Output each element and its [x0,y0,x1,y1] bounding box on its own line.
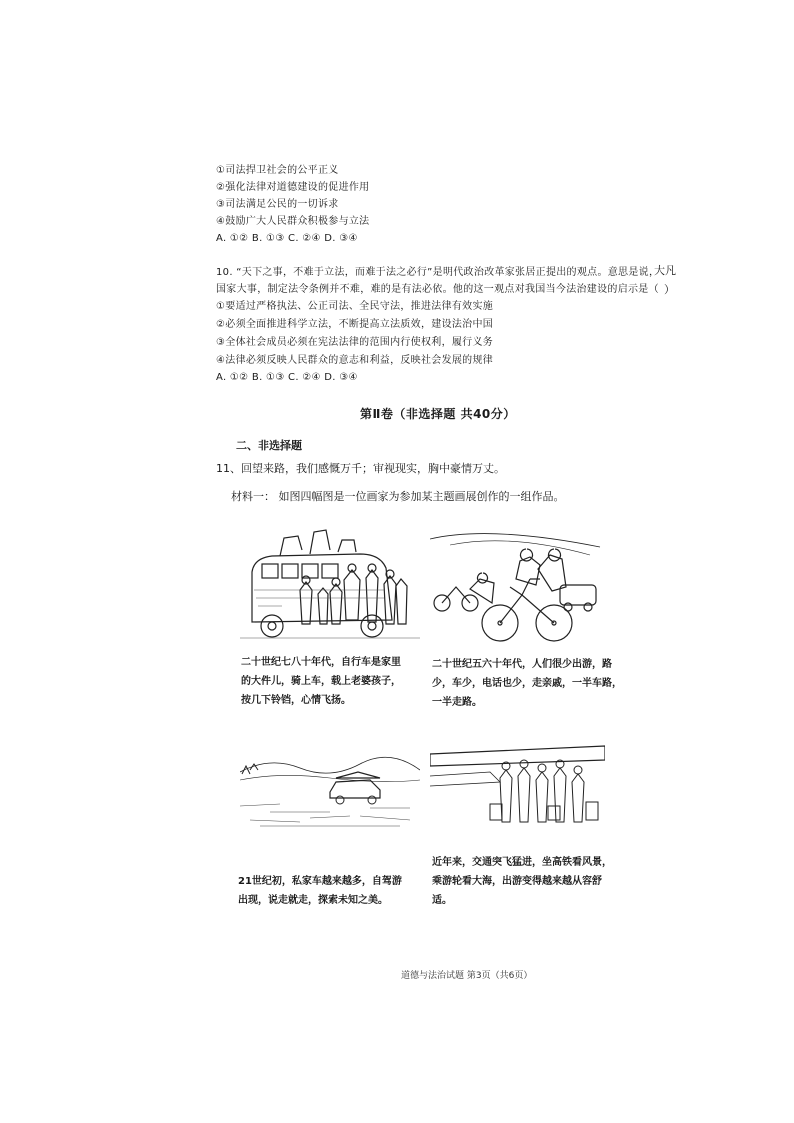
caption-train-line-2: 乘游轮看大海，出游变得越来越从容舒 [432,876,602,887]
caption-bike-line-3: 一半走路。 [432,697,482,708]
illustration-bus-family [240,520,420,645]
part2-title: 第Ⅱ卷（非选择题 共40分） [360,407,516,421]
caption-bus-line-1: 二十世纪七八十年代，自行车是家里 [241,657,401,668]
q9-option-4: ④鼓励广大人民群众积极参与立法 [216,216,370,227]
caption-bus-line-2: 的大件儿，骑上车，载上老婆孩子， [241,676,401,687]
q9-answer-choices: A. ①② B. ①③ C. ②④ D. ③④ [216,233,358,244]
illustration-car-landscape [240,750,420,830]
q10-option-2: ②必须全面推进科学立法，不断提高立法质效，建设法治中国 [216,319,494,330]
q10-stem-line-1: 10. “天下之事，不难于立法，而难于法之必行”是明代政治改革家张居正提出的观点。意思是说， [216,267,660,278]
q9-option-3: ③司法满足公民的一切诉求 [216,199,339,210]
handwritten-note: 大凡 [654,264,676,277]
q9-option-2: ②强化法律对道德建设的促进作用 [216,182,370,193]
section-heading: 二、非选择题 [236,439,302,452]
caption-bike-line-1: 二十世纪五六十年代，人们很少出游，路 [432,659,612,670]
page-footer: 道德与法治试题 第3页（共6页） [401,971,533,981]
caption-car-line-1: 21世纪初，私家车越来越多，自驾游 [238,876,402,887]
illustration-bicycle-family [430,525,605,645]
q11-stem: 11、回望来路，我们感慨万千；审视现实，胸中豪情万丈。 [216,462,505,475]
caption-train-line-3: 适。 [432,895,452,906]
q10-stem-line-2: 国家大事，制定法令条例并不难，难的是有法必依。他的这一观点对我国当今法治建设的启示是（ [216,284,659,295]
caption-bus-line-3: 按几下铃铛，心情飞扬。 [241,695,351,706]
q10-answer-paren-close: ） [664,283,675,296]
caption-car-line-2: 出现，说走就走，探索未知之美。 [238,895,388,906]
q10-option-4: ④法律必须反映人民群众的意志和利益，反映社会发展的规律 [216,355,494,366]
q10-answer-choices: A. ①② B. ①③ C. ②④ D. ③④ [216,372,358,383]
caption-train-line-1: 近年来，交通突飞猛进，坐高铁看风景， [432,857,612,868]
q9-option-1: ①司法捍卫社会的公平正义 [216,165,339,176]
q10-option-3: ③全体社会成员必须在宪法法律的范围内行使权利，履行义务 [216,337,494,348]
caption-bike-line-2: 少，车少，电话也少，走亲戚，一半车路， [432,678,622,689]
q10-option-1: ①要适过严格执法、公正司法、全民守法，推进法律有效实施 [216,301,494,312]
material-1-intro: 材料一： 如图四幅图是一位画家为参加某主题画展创作的一组作品。 [231,490,565,503]
illustration-travelers-train [430,742,605,832]
